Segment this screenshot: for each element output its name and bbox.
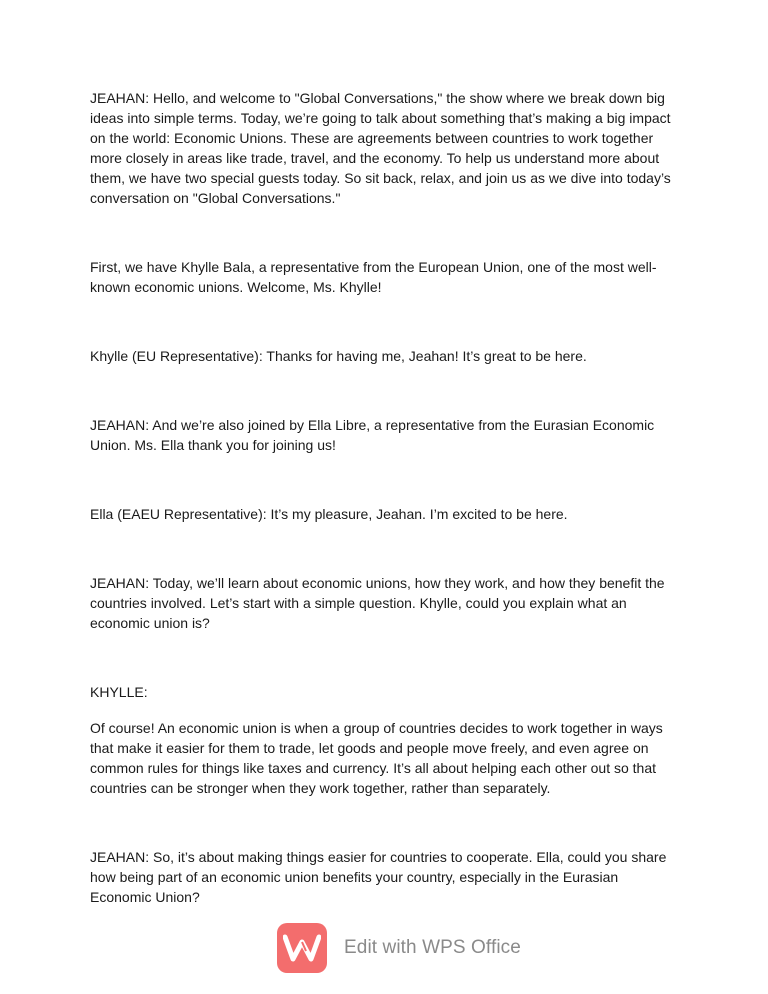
document-body: [90, 88, 682, 907]
paragraph-text: Of course! An economic union is when a group of countries decides to work together in ways that make it easier for them to trade, let goods and people move freely, and even agree on common rules for things like taxes and currency. It’s all about helping each other out so that countries can be stronger when they work together, rather than separately.: [90, 720, 663, 796]
wps-office-watermark: [277, 922, 521, 974]
paragraph-text: So, it’s about making things easier for countries to cooperate. Ella, could you share how being part of an economic union benefits your country, especially in the Eurasian Economic Union?: [90, 849, 667, 905]
paragraph-khylle-answer: [90, 718, 682, 798]
paragraph-text: Thanks for having me, Jeahan! It’s great to be here.: [266, 348, 587, 364]
paragraph-text: Today, we’ll learn about economic unions, how they work, and how they benefit the countries involved. Let’s start with a simple question. Khylle, could you explain what an economic union is?: [90, 575, 665, 631]
watermark-text: Edit with WPS Office: [344, 937, 521, 958]
wps-w-mark-icon: [283, 933, 321, 963]
paragraph-question-one: JEAHAN: Today, we’ll learn about economic unions, how they work, and how they benefit the countries involved. Let’s start with a simple question. Khylle, could you explain what an economic union is?: [90, 575, 665, 631]
paragraph-text: Hello, and welcome to "Global Conversations," the show where we break down big ideas into simple terms. Today, we’re going to talk about something that’s making a big impact on the world: Economic Unions. These are agreements between countries to work together more closely in areas like trade, travel, and the economy. To help us understand more about them, we have two special guests today. So sit back, relax, and join us as we dive into today’s conversation on "Global Conversations.": [90, 90, 671, 206]
speaker-label: JEAHAN: [90, 575, 146, 591]
paragraph-guest-one: [90, 257, 682, 297]
paragraph-text: And we’re also joined by Ella Libre, a representative from the Eurasian Economic Union. Ms. Ella thank you for joining us!: [90, 417, 655, 453]
paragraph-text: First, we have Khylle Bala, a representative from the European Union, one of the most well-known economic unions. Welcome, Ms. Khylle!: [90, 259, 657, 295]
speaker-label: Ella (EAEU Representative: [90, 506, 259, 522]
wps-logo-icon: [277, 923, 327, 973]
speaker-label: JEAHAN: [90, 90, 146, 106]
speaker-label: JEAHAN: [90, 417, 146, 433]
paragraph-ella-greeting: Ella (EAEU Representative): It’s my pleasure, Jeahan. I’m excited to be here.: [90, 506, 568, 522]
paragraph-khylle-greeting: [90, 346, 682, 366]
paragraph-question-two: JEAHAN: So, it’s about making things easier for countries to cooperate. Ella, could you share how being part of an economic union benefits your country, especially in the Eurasian Economic Union?: [90, 849, 667, 905]
paragraph-guest-two: JEAHAN: And we’re also joined by Ella Libre, a representative from the Eurasian Economic Union. Ms. Ella thank you for joining us!: [90, 417, 655, 453]
paragraph-intro: JEAHAN: Hello, and welcome to "Global Conversations," the show where we break down big ideas into simple terms. Today, we’re going to talk about something that’s making a big impact on the world: Economic Unions. These are agreements between countries to work together more closely in areas like trade, travel, and the economy. To help us understand more about them, we have two special guests today. So sit back, relax, and join us as we dive into today’s conversation on "Global Conversations.": [90, 90, 671, 206]
paragraph-khylle-heading: KHYLLE:: [90, 684, 148, 700]
speaker-label: JEAHAN: [90, 849, 146, 865]
speaker-label: Khylle (EU Representative):: [90, 348, 263, 364]
speaker-label: KHYLLE: [90, 684, 144, 700]
paragraph-text: It’s my pleasure, Jeahan. I’m excited to be here.: [270, 506, 568, 522]
